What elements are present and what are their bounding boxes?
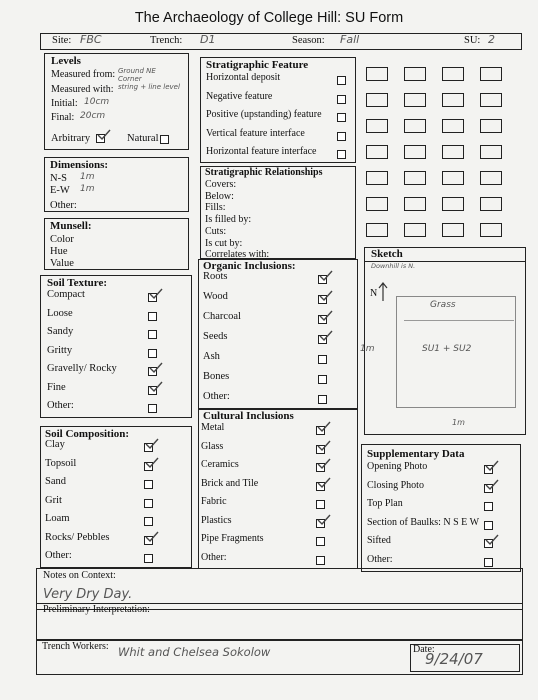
recording-grid-square: [366, 119, 388, 133]
soil-composition-item-label: Rocks/ Pebbles: [45, 531, 110, 543]
initial-value: 10cm: [84, 97, 110, 107]
recording-grid-square: [480, 223, 502, 237]
soil-composition-item-label: Sand: [45, 476, 66, 487]
check-mark-icon: [485, 479, 499, 491]
supplementary-item-label: Other:: [367, 553, 393, 565]
recording-grid-square: [442, 119, 464, 133]
stratigraphic-feature-heading: Stratigraphic Feature: [206, 59, 309, 71]
organic-inclusion-item-checkbox[interactable]: [318, 355, 327, 364]
recording-grid-square: [366, 171, 388, 185]
stratigraphic-relationships-heading: Stratigraphic Relationships: [205, 167, 323, 178]
stratigraphic-feature-item-checkbox[interactable]: [337, 113, 346, 122]
cultural-inclusions-heading: Cultural Inclusions: [203, 410, 294, 422]
check-mark-icon: [319, 310, 333, 322]
ew-value: 1m: [80, 184, 95, 194]
check-mark-icon: [149, 362, 163, 374]
check-mark-icon: [149, 288, 163, 300]
munsell-heading: Munsell:: [50, 220, 92, 232]
organic-inclusion-item-label: Roots: [203, 271, 228, 282]
soil-texture-item-label: Other:: [47, 400, 74, 411]
soil-composition-item-checkbox[interactable]: [144, 499, 153, 508]
soil-texture-item-checkbox[interactable]: [148, 404, 157, 413]
supplementary-heading: Supplementary Data: [367, 448, 465, 460]
recording-grid-square: [442, 93, 464, 107]
season-label: Season:: [292, 35, 325, 46]
ns-label: N-S: [50, 173, 67, 184]
recording-grid-square: [404, 223, 426, 237]
soil-composition-item-checkbox[interactable]: [144, 554, 153, 563]
check-mark-icon: [317, 514, 331, 526]
recording-grid-square: [366, 67, 388, 81]
stratigraphic-feature-item-checkbox[interactable]: [337, 150, 346, 159]
soil-texture-item-label: Sandy: [47, 326, 74, 337]
north-arrow-icon: [378, 282, 388, 302]
stratigraphic-feature-item-label: Vertical feature interface: [206, 127, 305, 139]
check-mark-icon: [97, 129, 111, 141]
levels-heading: Levels: [51, 55, 81, 67]
bottom-dimension-label: 1m: [452, 418, 465, 427]
sketch-su-label: SU1 + SU2: [422, 344, 472, 354]
stratigraphic-feature-item-label: Positive (upstanding) feature: [206, 109, 322, 120]
recording-grid-square: [442, 67, 464, 81]
supplementary-item-checkbox[interactable]: [484, 502, 493, 511]
organic-inclusion-item-label: Seeds: [203, 331, 228, 342]
form-title: The Archaeology of College Hill: SU Form: [134, 10, 404, 26]
trench-label: Trench:: [150, 35, 183, 46]
organic-inclusion-item-label: Wood: [203, 291, 228, 302]
grass-boundary-line: [404, 320, 514, 321]
cultural-inclusion-item-label: Other:: [201, 551, 227, 563]
workers-label: Trench Workers:: [42, 641, 109, 652]
recording-grid-square: [442, 145, 464, 159]
dimensions-other-label: Other:: [50, 200, 77, 211]
supplementary-item-label: Top Plan: [367, 498, 403, 509]
soil-composition-item-checkbox[interactable]: [144, 517, 153, 526]
workers-value[interactable]: Whit and Chelsea Sokolow: [118, 645, 271, 659]
stratigraphic-feature-item-label: Horizontal deposit: [206, 72, 281, 83]
initial-label: Initial:: [51, 98, 78, 109]
left-dimension-label: 1m: [360, 344, 375, 354]
organic-inclusion-item-label: Bones: [203, 371, 230, 382]
soil-composition-item-label: Grit: [45, 494, 62, 506]
organic-inclusion-item-checkbox[interactable]: [318, 375, 327, 384]
cultural-inclusion-item-label: Ceramics: [201, 459, 239, 470]
cultural-inclusion-item-checkbox[interactable]: [316, 537, 325, 546]
soil-texture-item-checkbox[interactable]: [148, 330, 157, 339]
organic-inclusion-item-label: Charcoal: [203, 311, 241, 322]
recording-grid-square: [480, 67, 502, 81]
recording-grid-square: [366, 145, 388, 159]
supplementary-item-checkbox[interactable]: [484, 521, 493, 530]
cultural-inclusion-item-label: Pipe Fragments: [201, 533, 264, 544]
munsell-item: Hue: [50, 246, 68, 257]
recording-grid-square: [442, 197, 464, 211]
arbitrary-label: Arbitrary: [51, 133, 91, 144]
north-label: N: [370, 288, 378, 299]
check-mark-icon: [145, 438, 159, 450]
check-mark-icon: [319, 270, 333, 282]
cultural-inclusion-item-checkbox[interactable]: [316, 556, 325, 565]
soil-texture-item-checkbox[interactable]: [148, 349, 157, 358]
recording-grid-square: [480, 197, 502, 211]
stratigraphic-feature-item-checkbox[interactable]: [337, 95, 346, 104]
check-mark-icon: [149, 381, 163, 393]
grass-label: Grass: [430, 300, 456, 310]
notes-value[interactable]: Very Dry Day.: [43, 587, 133, 602]
organic-inclusions-heading: Organic Inclusions:: [203, 260, 296, 272]
final-label: Final:: [51, 112, 75, 123]
cultural-inclusion-item-label: Glass: [201, 440, 224, 452]
check-mark-icon: [317, 421, 331, 433]
organic-inclusion-item-label: Other:: [203, 391, 230, 402]
supplementary-item-label: Closing Photo: [367, 479, 424, 491]
check-mark-icon: [317, 440, 331, 452]
sketch-note: Downhill is N.: [371, 262, 416, 270]
recording-grid-square: [404, 93, 426, 107]
check-mark-icon: [319, 330, 333, 342]
check-mark-icon: [145, 457, 159, 469]
organic-inclusion-item-checkbox[interactable]: [318, 395, 327, 404]
recording-grid-square: [404, 67, 426, 81]
recording-grid-square: [480, 171, 502, 185]
soil-composition-item-label: Clay: [45, 439, 65, 450]
site-value: FBC: [80, 33, 102, 46]
measured-from-value: Ground NE Corner: [118, 67, 156, 83]
cultural-inclusion-item-label: Metal: [201, 422, 225, 433]
stratigraphic-relationship-label: Below:: [205, 190, 234, 202]
site-label: Site:: [52, 35, 72, 46]
soil-composition-item-label: Loam: [45, 513, 70, 524]
supplementary-item-label: Section of Baulks: N S E W: [367, 516, 480, 528]
check-mark-icon: [485, 534, 499, 546]
trench-value: D1: [200, 33, 216, 46]
ns-value: 1m: [80, 172, 95, 182]
soil-texture-item-label: Gritty: [47, 344, 73, 356]
check-mark-icon: [317, 477, 331, 489]
soil-composition-heading: Soil Composition:: [45, 428, 130, 440]
supplementary-item-label: Opening Photo: [367, 461, 428, 472]
measured-with-label: Measured with:: [51, 84, 114, 95]
soil-texture-item-label: Fine: [47, 381, 66, 393]
dimensions-heading: Dimensions:: [50, 159, 109, 171]
recording-grid-square: [480, 119, 502, 133]
cultural-inclusion-item-checkbox[interactable]: [316, 500, 325, 509]
su-value: 2: [488, 33, 495, 46]
recording-grid-square: [442, 171, 464, 185]
recording-grid-square: [404, 145, 426, 159]
soil-texture-item-checkbox[interactable]: [148, 312, 157, 321]
recording-grid-square: [480, 145, 502, 159]
cultural-inclusions-box: [198, 409, 358, 569]
soil-composition-item-label: Other:: [45, 550, 72, 561]
cultural-inclusion-item-label: Plastics: [201, 514, 232, 526]
sketch-heading: Sketch: [371, 248, 403, 260]
supplementary-item-label: Sifted: [367, 535, 391, 546]
soil-texture-item-label: Gravelly/ Rocky: [47, 363, 117, 374]
date-value[interactable]: 9/24/07: [425, 650, 483, 668]
measured-with-value: string + line level: [118, 83, 180, 91]
stratigraphic-relationship-label: Cuts:: [205, 225, 227, 237]
stratigraphic-relationship-label: Fills:: [205, 202, 226, 214]
soil-composition-item-checkbox[interactable]: [144, 480, 153, 489]
recording-grid-square: [480, 93, 502, 107]
check-mark-icon: [319, 290, 333, 302]
stratigraphic-feature-item-checkbox[interactable]: [337, 76, 346, 85]
stratigraphic-feature-item-label: Horizontal feature interface: [206, 146, 317, 157]
supplementary-item-checkbox[interactable]: [484, 558, 493, 567]
stratigraphic-relationship-label: Is cut by:: [205, 237, 243, 249]
recording-grid-square: [404, 171, 426, 185]
soil-composition-item-label: Topsoil: [45, 457, 77, 469]
su-label: SU:: [464, 35, 481, 46]
soil-texture-item-label: Compact: [47, 289, 85, 300]
check-mark-icon: [317, 458, 331, 470]
recording-grid-square: [404, 119, 426, 133]
munsell-item: Value: [50, 258, 74, 269]
measured-from-label: Measured from:: [51, 69, 116, 80]
soil-texture-item-label: Loose: [47, 307, 73, 319]
cultural-inclusion-item-label: Fabric: [201, 496, 227, 507]
recording-grid-square: [404, 197, 426, 211]
cultural-inclusion-item-label: Brick and Tile: [201, 477, 259, 489]
recording-grid-square: [366, 93, 388, 107]
munsell-item: Color: [50, 234, 74, 245]
stratigraphic-feature-item-label: Negative feature: [206, 90, 273, 102]
natural-label: Natural: [127, 133, 159, 144]
ew-label: E-W: [50, 185, 70, 196]
stratigraphic-relationship-label: Is filled by:: [205, 214, 252, 226]
stratigraphic-relationship-label: Correlates with:: [205, 249, 270, 261]
recording-grid-square: [366, 197, 388, 211]
season-value: Fall: [340, 33, 360, 46]
notes-label: Notes on Context:: [43, 570, 116, 581]
recording-grid-square: [366, 223, 388, 237]
header-row: [40, 33, 522, 50]
check-mark-icon: [485, 460, 499, 472]
soil-texture-heading: Soil Texture:: [47, 277, 108, 289]
stratigraphic-relationship-label: Covers:: [205, 179, 237, 190]
final-value: 20cm: [80, 111, 106, 121]
recording-grid-square: [442, 223, 464, 237]
stratigraphic-feature-item-checkbox[interactable]: [337, 132, 346, 141]
natural-checkbox[interactable]: [160, 135, 169, 144]
organic-inclusion-item-label: Ash: [203, 351, 220, 362]
interpretation-label: Preliminary Interpretation:: [43, 604, 150, 615]
check-mark-icon: [145, 531, 159, 543]
date-label: Date:: [413, 644, 435, 655]
